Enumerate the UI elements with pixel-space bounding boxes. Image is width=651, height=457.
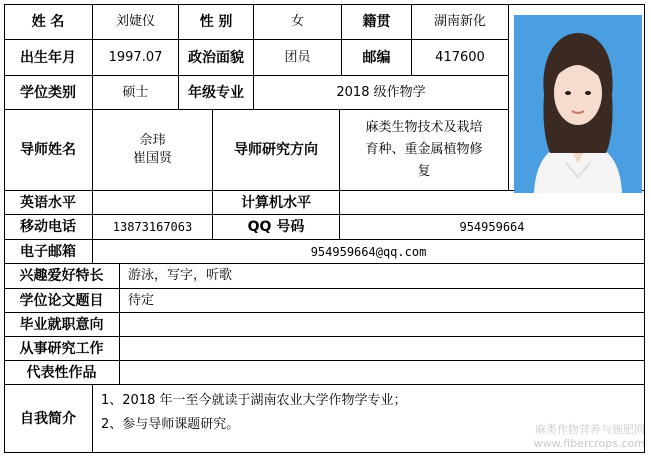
gender-value: 女 [254, 4, 342, 40]
qq-value: 954959664 [340, 215, 645, 240]
english-label: 英语水平 [4, 191, 93, 215]
work-value [120, 337, 645, 361]
supervisor-name-1: 佘玮 [139, 133, 166, 148]
career-label: 毕业就职意向 [4, 313, 120, 337]
watermark-line-1: 麻类作物营养与施肥网 [535, 423, 645, 436]
works-value [120, 361, 645, 385]
research-line-1: 麻类生物技术及栽培 [365, 120, 483, 135]
research-value [340, 110, 509, 191]
name-label: 姓 名 [4, 4, 93, 40]
mobile-value: 13873167063 [93, 215, 213, 240]
qq-label: QQ 号码 [213, 215, 340, 240]
birth-label: 出生年月 [4, 40, 93, 76]
name-value: 刘婕仪 [93, 4, 179, 40]
politics-value: 团员 [254, 40, 342, 76]
english-value [93, 191, 213, 215]
degree-type-value: 硕士 [93, 76, 179, 110]
student-photo [514, 15, 642, 193]
computer-label: 计算机水平 [213, 191, 340, 215]
email-label: 电子邮箱 [4, 240, 93, 264]
origin-label: 籍贯 [342, 4, 412, 40]
politics-label: 政治面貌 [179, 40, 254, 76]
computer-value [340, 191, 645, 215]
postcode-value: 417600 [412, 40, 509, 76]
intro-label: 自我简介 [4, 385, 93, 453]
postcode-label: 邮编 [342, 40, 412, 76]
work-label: 从事研究工作 [4, 337, 120, 361]
gender-label: 性 别 [179, 4, 254, 40]
research-label: 导师研究方向 [213, 110, 340, 191]
resume-table [4, 4, 645, 453]
works-label: 代表性作品 [4, 361, 120, 385]
grade-major-value: 2018 级作物学 [254, 76, 509, 110]
portrait-illustration [514, 15, 642, 193]
supervisor-name-2: 崔国贤 [132, 151, 172, 166]
thesis-value: 待定 [120, 289, 645, 313]
intro-line-2: 2、参与导师课题研究。 [101, 417, 240, 432]
email-value: 954959664@qq.com [93, 240, 645, 264]
watermark [534, 423, 645, 451]
hobby-value: 游泳，写字，听歌 [120, 264, 645, 289]
watermark-line-2: www.fibercrops.com [533, 437, 645, 450]
mobile-label: 移动电话 [4, 215, 93, 240]
supervisor-value [93, 110, 213, 191]
research-line-2: 育种、重金属植物修 [365, 142, 483, 157]
hobby-label: 兴趣爱好特长 [4, 264, 120, 289]
thesis-label: 学位论文题目 [4, 289, 120, 313]
degree-type-label: 学位类别 [4, 76, 93, 110]
birth-value: 1997.07 [93, 40, 179, 76]
grade-major-label: 年级专业 [179, 76, 254, 110]
supervisor-label: 导师姓名 [4, 110, 93, 191]
research-line-3: 复 [417, 164, 431, 179]
intro-line-1: 1、2018 年一至今就读于湖南农业大学作物学专业； [101, 393, 407, 408]
origin-value: 湖南新化 [412, 4, 509, 40]
career-value [120, 313, 645, 337]
